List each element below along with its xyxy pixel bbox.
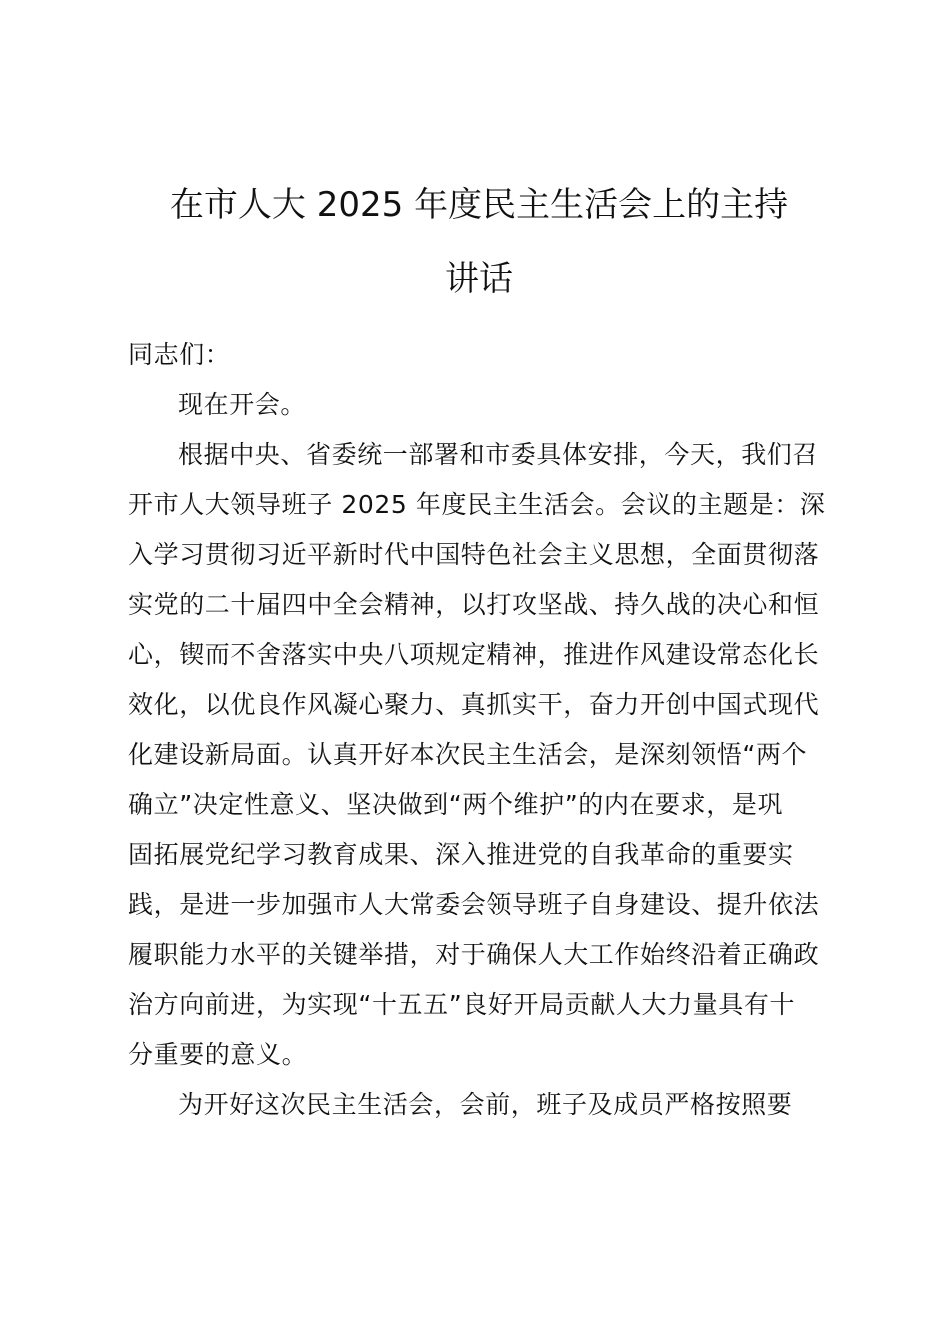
body-text-line: 根据中央、省委统一部署和市委具体安排，今天，我们召 xyxy=(178,440,819,469)
body-text-line: 确立”决定性意义、坚决做到“两个维护”的内在要求，是巩 xyxy=(128,790,784,819)
document-title-line-2: 讲话 xyxy=(445,259,513,299)
body-text-line: 心，锲而不舍落实中央八项规定精神，推进作风建设常态化长 xyxy=(128,640,820,669)
salutation: 同志们： xyxy=(128,340,231,369)
body-text-line: 化建设新局面。认真开好本次民主生活会，是深刻领悟“两个 xyxy=(128,740,808,769)
body-text-line: 入学习贯彻习近平新时代中国特色社会主义思想，全面贯彻落 xyxy=(128,540,820,569)
body-text-line: 实党的二十届四中全会精神，以打攻坚战、持久战的决心和恒 xyxy=(128,590,820,619)
body-text-line: 分重要的意义。 xyxy=(128,1040,308,1069)
body-text-line: 开市人大领导班子 2025 年度民主生活会。会议的主题是：深 xyxy=(128,490,826,519)
paragraph-opening: 现在开会。 xyxy=(178,390,307,419)
body-text-line: 为开好这次民主生活会，会前，班子及成员严格按照要 xyxy=(178,1090,793,1119)
body-text-line: 效化，以优良作风凝心聚力、真抓实干，奋力开创中国式现代 xyxy=(128,690,820,719)
body-text-line: 治方向前进，为实现“十五五”良好开局贡献人大力量具有十 xyxy=(128,990,796,1019)
body-text-line: 固拓展党纪学习教育成果、深入推进党的自我革命的重要实 xyxy=(128,840,794,869)
document-title-line-1: 在市人大 2025 年度民主生活会上的主持 xyxy=(169,185,789,225)
body-text-line: 践，是进一步加强市人大常委会领导班子自身建设、提升依法 xyxy=(128,890,820,919)
body-text-line: 履职能力水平的关键举措，对于确保人大工作始终沿着正确政 xyxy=(128,940,820,969)
